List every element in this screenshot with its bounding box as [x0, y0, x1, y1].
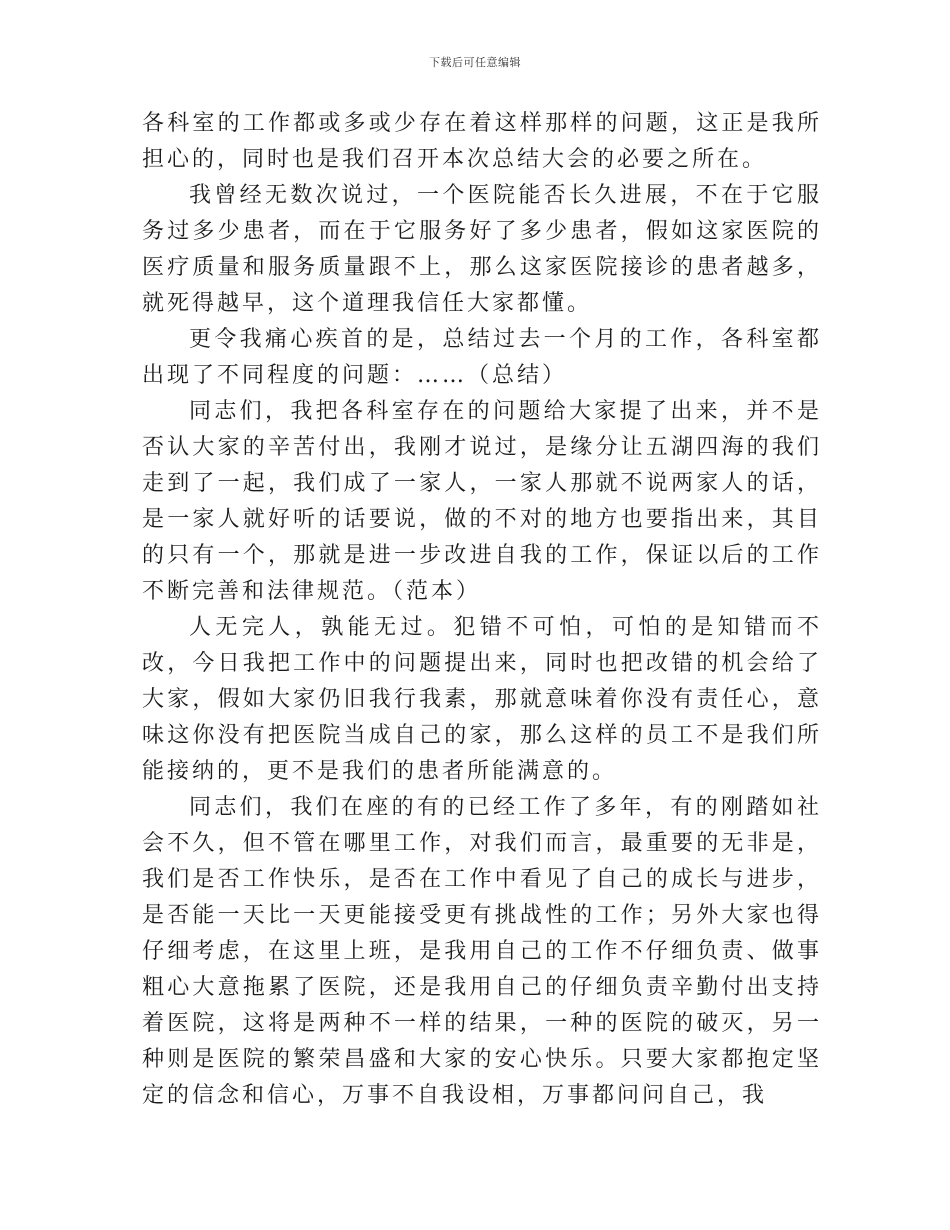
paragraph-5: 人无完人，孰能无过。犯错不可怕，可怕的是知错而不改，今日我把工作中的问题提出来，同时也把改错的机会给了大家，假如大家仍旧我行我素，那就意味着你没有责任心，意味这你没有把医院当成自己的家，那么这样的员工不是我们所能接纳的，更不是我们的患者所能满意的。	[142, 615, 822, 784]
paragraph-3: 更令我痛心疾首的是，总结过去一个月的工作，各科室都出现了不同程度的问题：……（总结）	[142, 327, 822, 388]
document-body	[142, 106, 822, 1114]
paragraph-2: 我曾经无数次说过，一个医院能否长久进展，不在于它服务过多少患者，而在于它服务好了多少患者，假如这家医院的医疗质量和服务质量跟不上，那么这家医院接诊的患者越多，就死得越早，这个道理我信任大家都懂。	[142, 183, 822, 316]
paragraph-1: 各科室的工作都或多或少存在着这样那样的问题，这正是我所担心的，同时也是我们召开本次总结大会的必要之所在。	[142, 111, 822, 172]
paragraph-6: 同志们，我们在座的有的已经工作了多年，有的刚踏如社会不久，但不管在哪里工作，对我们而言，最重要的无非是，我们是否工作快乐，是否在工作中看见了自己的成长与进步，是否能一天比一天更能接受更有挑战性的工作；另外大家也得仔细考虑，在这里上班，是我用自己的工作不仔细负责、做事粗心大意拖累了医院，还是我用自己的仔细负责辛勤付出支持着医院，这将是两种不一样的结果，一种的医院的破灭，另一种则是医院的繁荣昌盛和大家的安心快乐。只要大家都抱定坚定的信念和信心，万事不自我设相，万事都问问自己，我	[142, 795, 822, 1108]
page-header: 下载后可任意编辑	[429, 56, 521, 69]
paragraph-4: 同志们，我把各科室存在的问题给大家提了出来，并不是否认大家的辛苦付出，我刚才说过，是缘分让五湖四海的我们走到了一起，我们成了一家人，一家人那就不说两家人的话，是一家人就好听的话要说，做的不对的地方也要指出来，其目的只有一个，那就是进一步改进自我的工作，保证以后的工作不断完善和法律规范。（范本）	[142, 399, 822, 604]
